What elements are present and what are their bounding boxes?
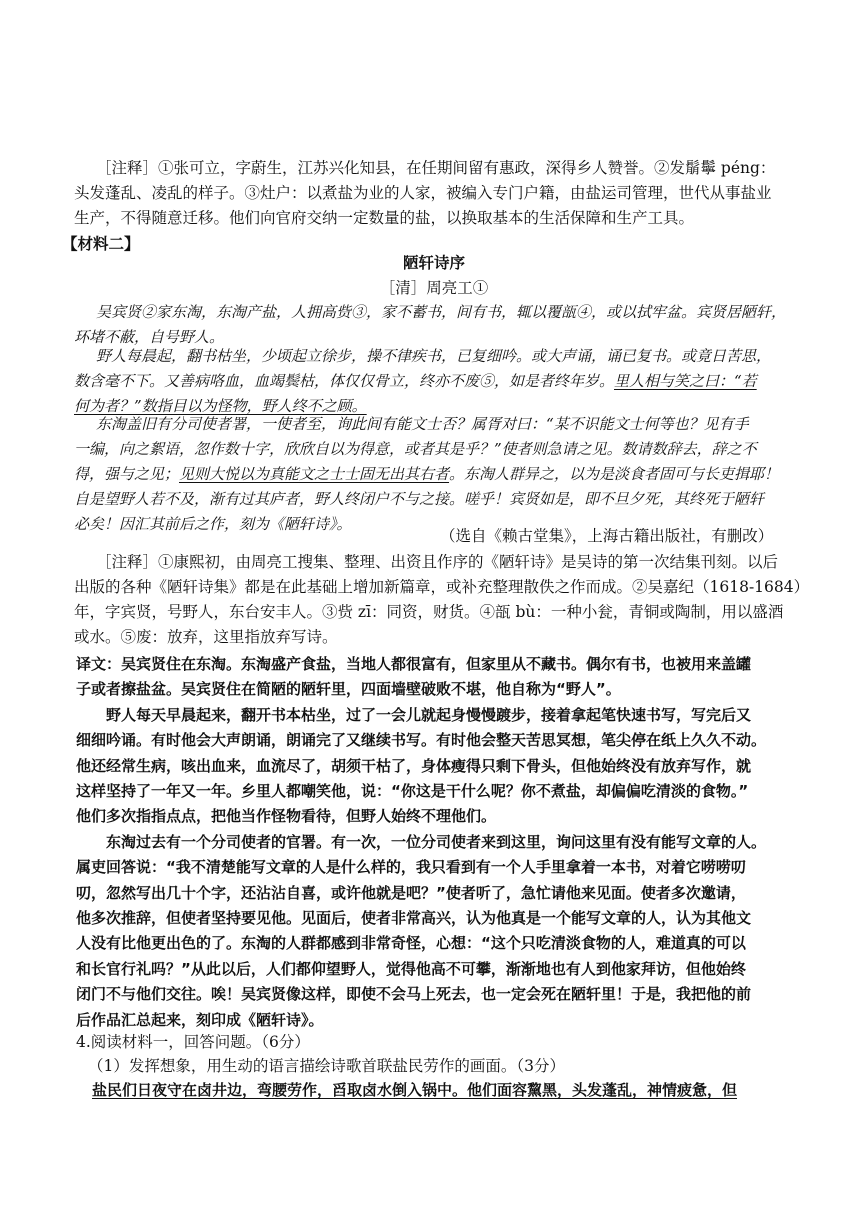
preface-line: 吴宾贤②家东淘，东淘产盐，人拥高赀③，家不蓄书，间有书，辄以覆瓿④，或以拭牢盆。宾贤居陋轩， xyxy=(96,303,787,321)
annotation-block-2 xyxy=(74,550,809,650)
translation-line: 他还经常生病，咳出血来，血流尽了，胡须干枯了，身体瘦得只剩下骨头，但他始终没有放弃写作，就 xyxy=(76,756,752,775)
annotation-line: 出版的各种《陋轩诗集》都是在此基础上增加新篇章，或补充整理散佚之作而成。②吴嘉纪（1618-1684） xyxy=(74,578,810,596)
preface-text: 数含毫不下。又善病咯血，血竭鬓枯，体仅仅骨立，终亦不废⑤，如是者终年岁。 xyxy=(74,372,615,390)
preface-line: 必矣！因汇其前后之作，刻为《陋轩诗》。 xyxy=(74,515,352,533)
annotation-line: 年，字宾贤，号野人，东台安丰人。③赀 zī：同资，财货。④瓿 bù：一种小瓮，青铜或陶制，用以盛酒 xyxy=(74,603,784,621)
preface-paragraph-1 xyxy=(74,300,786,350)
poem-author: ［清］周亮工① xyxy=(379,279,489,297)
translation-line: 他们多次指指点点，把他当作怪物看待，但野人始终不理他们。 xyxy=(76,807,497,826)
annotation-line: 或水。⑤废：放弃，这里指放弃写诗。 xyxy=(74,628,338,646)
translation-line: 和长官行礼吗？”从此以后，人们都仰望野人，觉得他高不可攀，渐渐地也有人到他家拜访，但他始终 xyxy=(76,959,746,978)
preface-line: 野人每晨起，翻书枯坐，少顷起立徐步，操不律疾书，已复细吟。或大声诵，诵已复书。或竟日苦思， xyxy=(96,347,772,365)
translation-line: 人没有比他更出色的了。东淘的人群都感到非常奇怪，心想：“这个只吃清淡食物的人，难道真的可以 xyxy=(76,934,746,953)
translation-line: 闭门不与他们交往。唉！吴宾贤像这样，即使不会马上死去，也一定会死在陋轩里！于是，我把他的前 xyxy=(76,985,752,1004)
preface-text: 得，强与之见； xyxy=(74,465,180,483)
underlined-sentence: 见则大悦以为真能文之士士固无出其右者 xyxy=(179,465,450,483)
preface-line: 一编，向之絮语，忽作数十字，欣欣自以为得意，或者其是乎？”使者则急请之见。数请数辞去，辞之不 xyxy=(74,440,757,458)
translation-line: 野人每天早晨起来，翻开书本枯坐，过了一会儿就起身慢慢踱步，接着拿起笔快速书写，写完后又 xyxy=(76,705,752,724)
preface-line: 自是望野人若不及，渐有过其庐者，野人终闭户不与之接。嗟乎！宾贤如是，即不旦夕死，其终死于陋轩 xyxy=(74,490,765,508)
annotation-block-1 xyxy=(74,156,775,231)
source-citation: （选自《赖古堂集》，上海古籍出版社，有删改） xyxy=(440,527,774,545)
translation-line: 这样坚持了一年又一年。乡里人都嘲笑他，说：“你这是干什么呢？你不煮盐，却偏偏吃清淡的食物。” xyxy=(76,782,749,801)
poem-title: 陋轩诗序 xyxy=(402,253,465,272)
question-4-1: （1）发挥想象，用生动的语言描绘诗歌首联盐民劳作的画面。（3分） xyxy=(88,1057,565,1075)
translation-line: 细细吟诵。有时他会大声朗诵，朗诵完了又继续书写。有时他会整天苦思冥想，笔尖停在纸上久久不动。 xyxy=(76,731,767,750)
translation-line: 叨，忽然写出几十个字，还沾沾自喜，或许他就是吧？”使者听了，急忙请他来见面。使者多次邀请， xyxy=(76,883,746,902)
translation-line: 他多次推辞，但使者坚持要见他。见面后，使者非常高兴，认为他真是一个能写文章的人，认为其他文 xyxy=(76,909,752,928)
translation-line: 东淘过去有一个分司使者的官署。有一次，一位分司使者来到这里，询问这里有没有能写文章的人。 xyxy=(76,832,767,851)
translation-line: 译文：吴宾贤住在东淘。东淘盛产食盐，当地人都很富有，但家里从不藏书。偶尔有书，也被用来盖罐 xyxy=(76,655,752,673)
preface-line xyxy=(74,462,779,487)
annotation-line: ［注释］①张可立，字蔚生，江苏兴化知县，在任期间留有惠政，深得乡人赞誉。②发鬅鬡 péng： xyxy=(96,159,776,177)
preface-line xyxy=(74,369,771,394)
preface-text: 。东淘人群异之，以为是淡食者固可与长吏揖耶！ xyxy=(449,465,780,483)
translation-line: 属吏回答说：“我不清楚能写文章的人是什么样的，我只看到有一个人手里拿着一本书，对着它唠唠叨 xyxy=(76,858,746,877)
translation-block xyxy=(76,652,766,1033)
preface-line: 东淘盖旧有分司使者署，一使者至，询此间有能文士否？属胥对曰：“某不识能文士何等也？见有手 xyxy=(96,415,749,433)
translation-line: 后作品汇总起来，刻印成《陋轩诗》。 xyxy=(76,1010,324,1029)
material-two-heading: 【材料二】 xyxy=(62,235,140,253)
preface-line: 环堵不蔽，自号野人。 xyxy=(74,328,225,346)
question-4: 4.阅读材料一，回答问题。（6分） xyxy=(76,1033,310,1051)
underlined-sentence: 里人相与笑之曰：“若 xyxy=(614,372,757,390)
annotation-line: 头发蓬乱、凌乱的样子。③灶户：以煮盐为业的人家，被编入专门户籍，由盐运司管理，世代从事盐业 xyxy=(74,184,772,202)
annotation-line: ［注释］①康熙初，由周亮工搜集、整理、出资且作序的《陋轩诗》是吴诗的第一次结集刊刻。以后 xyxy=(96,553,779,571)
answer-line: 盐民们日夜守在卤井边，弯腰劳作，舀取卤水倒入锅中。他们面容黧黑，头发蓬乱，神情疲惫，但 xyxy=(92,1081,738,1099)
preface-paragraph-2 xyxy=(74,344,771,419)
annotation-line: 生产，不得随意迁移。他们向官府交纳一定数量的盐，以换取基本的生活保障和生产工具。 xyxy=(74,209,695,227)
translation-line: 子或者擦盐盆。吴宾贤住在简陋的陋轩里，四面墙壁破败不堪，他自称为“野人”。 xyxy=(76,680,621,699)
underlined-sentence: 何为者？”数指目以为怪物，野人终不之顾。 xyxy=(74,397,367,415)
preface-paragraph-3 xyxy=(74,412,779,537)
